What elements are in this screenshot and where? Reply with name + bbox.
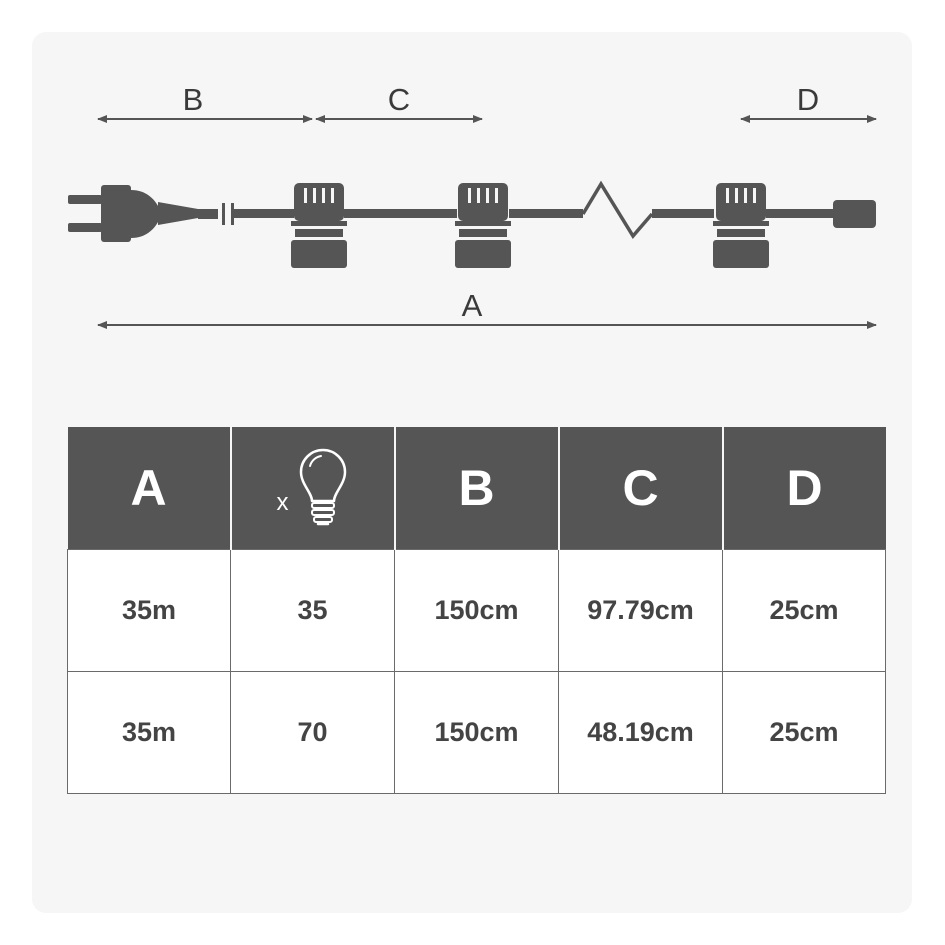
- socket-icon: [455, 183, 511, 268]
- dimension-b-label: B: [182, 82, 204, 117]
- dimension-d-label: D: [796, 82, 820, 117]
- end-cap-icon: [833, 200, 876, 228]
- light-bulb-icon: [297, 446, 349, 530]
- cable-break-icon: [583, 184, 652, 236]
- dimension-d: [741, 82, 876, 119]
- header-bulb-count: [231, 427, 395, 550]
- cell-a: 35m: [68, 550, 231, 672]
- cell-c: 97.79cm: [559, 550, 723, 672]
- table-row: [68, 550, 886, 672]
- cell-count: 35: [231, 550, 395, 672]
- cell-d: 25cm: [723, 672, 886, 794]
- multiplier-label: x: [276, 489, 289, 516]
- dimension-a-label: A: [461, 288, 483, 323]
- dimension-c: [316, 82, 482, 119]
- table-header-row: [68, 427, 886, 550]
- header-d: D: [723, 427, 886, 550]
- cell-d: 25cm: [723, 550, 886, 672]
- socket-icon: [713, 183, 769, 268]
- string-light-diagram: [0, 0, 945, 400]
- cell-c: 48.19cm: [559, 672, 723, 794]
- dimension-a: [98, 288, 876, 325]
- socket-icon: [291, 183, 347, 268]
- dimension-c-label: C: [387, 82, 411, 117]
- cell-a: 35m: [68, 672, 231, 794]
- cell-count: 70: [231, 672, 395, 794]
- header-c: C: [559, 427, 723, 550]
- header-a: A: [68, 427, 231, 550]
- cell-b: 150cm: [395, 672, 559, 794]
- header-b: B: [395, 427, 559, 550]
- plug-icon: [68, 185, 234, 242]
- spec-table: [67, 427, 886, 794]
- dimension-b: [98, 82, 312, 119]
- table-row: [68, 672, 886, 794]
- cell-b: 150cm: [395, 550, 559, 672]
